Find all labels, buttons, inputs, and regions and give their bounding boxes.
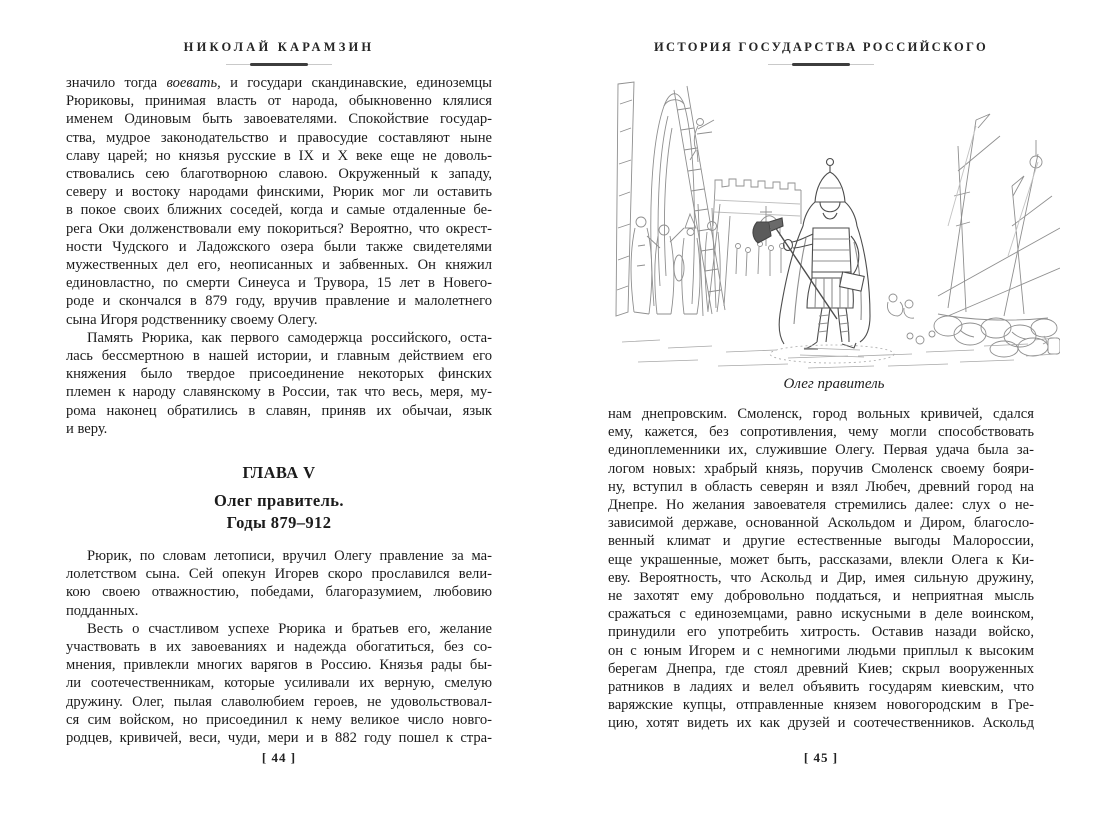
text-line: участвовать в их завоеваниях и надежда обогатиться, без со- [66,639,492,656]
text-line: рега Оки долженствовали ему покориться? Вероятно, что окрест- [66,220,492,237]
text-line: берегам Днепра, где стоял древний Киев; скрыл вооруженных [608,660,1034,677]
illustration-caption: Олег правитель [783,376,885,392]
text-line: ратников в ладиях и велел объявить государям киевским, что [608,679,1034,696]
left-page [66,0,492,825]
page-number-left: [ 44 ] [261,750,297,765]
running-head-right: ИСТОРИЯ ГОСУДАРСТВА РОССИЙСКОГО [653,40,989,54]
text-line: мужественных дел его, неописанных и забвенных. Он княжил [66,257,492,274]
text-line: зависимой державе, основанной Аскольдом и Диром, благосло- [608,515,1034,532]
text-line: в покое своих ближних соседей, когда и самые отдаленные бе- [66,202,492,219]
text-line: дружину. Олег, пылая славолюбием героев, не удовольствовал- [66,693,492,710]
header-rule [226,63,332,66]
text-line: родцев, кривичей, веси, чуди, мери и в 882 году пошел к стра- [66,730,492,747]
right-page-body [608,405,1034,733]
text-line: мнения, привлекли многих варягов в Россию. Князья рады бы- [66,657,492,674]
text-line: племен к народу славянскому в России, так что весь, меря, му- [66,384,492,401]
chapter-title-line: Годы 879–912 [226,513,332,533]
text-line: логом новых: храбрый князь, поручив Смоленск своему бояри- [608,460,1034,477]
text-line: принудили его употребить хитрость. Оставив назади войско, [608,624,1034,641]
text-line: Рюрик, по словам летописи, вручил Олегу правление за ма- [87,548,492,565]
text-line: славу царей; но князья русские в IX и X веке еще не доволь- [66,147,492,164]
text-line: ства, мудрое законодательство и правосудие составляют ныне [66,129,492,146]
text-line: единовластно, по смерти Синеуса и Трувора, 15 лет в Новего- [66,275,492,292]
text-line: еще украшенные, может быть, рассказами, влекли Олега к Ки- [608,551,1034,568]
right-page [608,0,1034,825]
text-line: роде и скончался в 879 году, вручив правление и малолетнего [66,293,492,310]
text-line: Память Рюрика, как первого самодержца российского, оста- [87,329,492,346]
text-line: ствовались сею благотворною славою. Окруженный к западу, [66,166,492,183]
text-line: варяжские купцы, отправленные князем новогородским в Гре- [608,697,1034,714]
text-line: ся сим войском, но присоединил к нему великое число новго- [66,711,492,728]
text-line: не захотят ему добровольно поддаться, и неприятная мысль [608,588,1034,605]
text-line: значило тогда воевать, и государи скандинавские, единоземцы [66,75,492,91]
left-page-body [66,74,492,747]
text-line: ности Чудского и Ладожского озера были также свидетелями [66,238,492,255]
text-line: венный климат и другие естественные выгоды Малороссии, [608,533,1034,550]
text-line: рома наконец обратились в славян, приняв их обычаи, язык [66,402,492,419]
text-line: ему, кажется, без сопротивления, чему могли способствовать [608,424,1034,441]
text-line: ну, вступил в область северян и взял Любеч, древний город на [608,478,1034,495]
text-line: и веру. [66,420,108,437]
text-line: ли соотечественникам, которые усиливали их верную, смелую [66,675,492,692]
text-line: лолетством сына. Сей опекун Игорев скоро прославился вели- [66,566,492,583]
page-number-right: [ 45 ] [803,750,839,765]
text-line: цию, хотят видеть их как друзей и соотечественников. Аскольд [608,715,1034,732]
header-rule [768,63,874,66]
text-line: он с юным Игорем и с немногими людьми приплыл к высоким [608,642,1034,659]
text-line: еву. Вероятность, что Аскольд и Дир, имея сильную дружину, [608,569,1034,586]
chapter-title-line: Олег правитель. [214,491,344,511]
chapter-number: ГЛАВА V [242,463,316,483]
chapter-heading [66,462,492,534]
text-line: Рюриковы, принимая власть от народа, обыкновенно клялися [66,93,492,110]
text-line: кою своею отважностию, победами, благоразумием, любовию [66,584,492,601]
text-line: сражаться с единоземцами, равно искусными в деле воинском, [608,606,1034,623]
text-line: единоплеменники их, служившие Олегу. Первая удача была за- [608,442,1034,459]
text-line: лась бессмертною в нашей истории, и главным действием его [66,348,492,365]
text-line: подданных. [66,602,139,619]
text-line: именем Одиновым быть завоевателями. Спокойствие государ- [66,111,492,128]
text-line: княжения было твердое присоединение некоторых финских [66,366,492,383]
oleg-illustration [608,76,1060,372]
text-line: Весть о счастливом успехе Рюрика и братьев его, желание [87,620,492,637]
running-head-left: НИКОЛАЙ КАРАМЗИН [183,40,375,54]
text-line: сына Игоря родственнику своему Олегу. [66,311,318,328]
oleg-engraving-svg [608,76,1060,372]
text-line: нам днепровским. Смоленск, город вольных кривичей, сдался [608,406,1034,422]
text-line: северу и востоку народами финскими, Рюрик мог ли оставить [66,184,492,201]
text-line: Днепре. Но желания завоевателя стремились далее: слух о не- [608,497,1034,514]
